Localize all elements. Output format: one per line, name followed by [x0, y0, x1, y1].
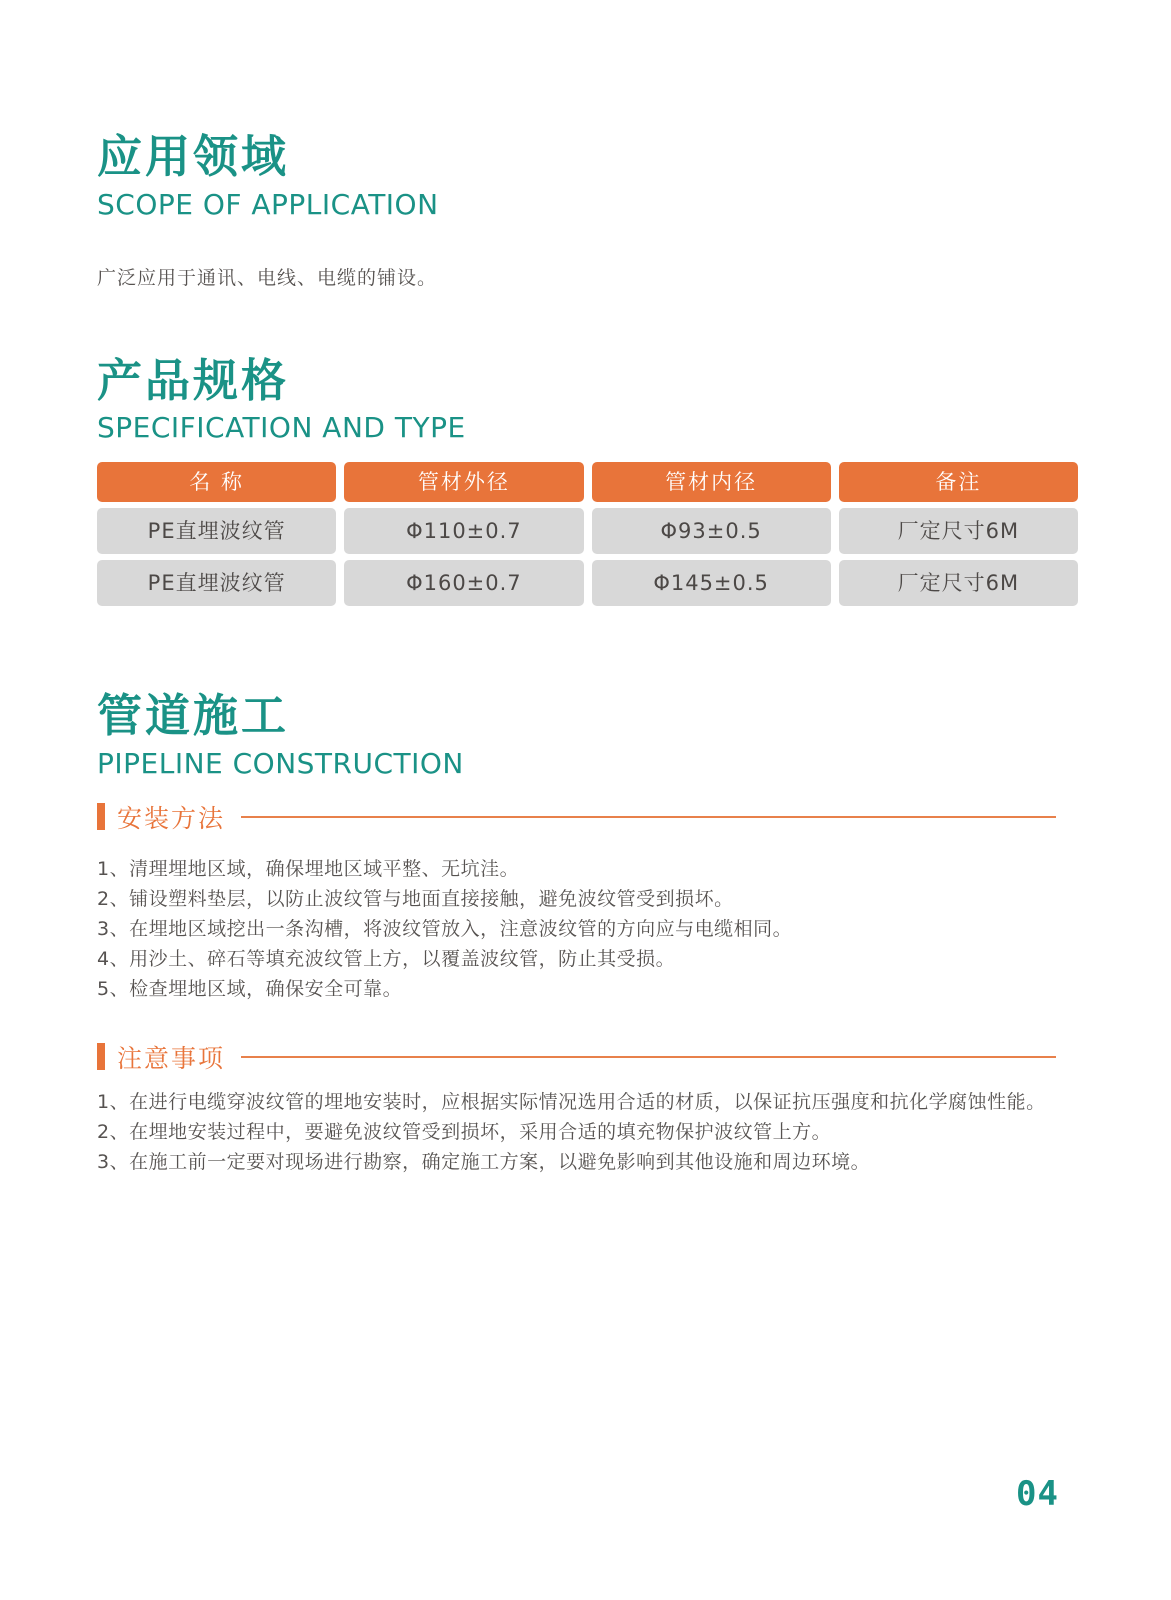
install-step: 4、用沙土、碎石等填充波纹管上方，以覆盖波纹管，防止其受损。 [97, 947, 676, 970]
table-header-name: 名 称 [97, 462, 336, 502]
install-step: 1、清理埋地区域，确保埋地区域平整、无坑洼。 [97, 857, 520, 880]
table-cell-row2-remark: 厂定尺寸6M [839, 560, 1078, 606]
application-title-en: SCOPE OF APPLICATION [97, 187, 439, 221]
application-title-zh: 应用领域 [97, 130, 290, 183]
table-cell-row1-inner: Φ93±0.5 [592, 508, 831, 554]
section-specification [97, 355, 1078, 607]
notice-item: 3、在施工前一定要对现场进行勘察，确定施工方案，以避免影响到其他设施和周边环境。 [97, 1150, 871, 1173]
notice-title: 注意事项 [117, 1043, 226, 1073]
install-method-title: 安装方法 [117, 803, 226, 833]
construction-title-en: PIPELINE CONSTRUCTION [97, 746, 464, 780]
table-cell-row1-name: PE直埋波纹管 [97, 508, 336, 554]
application-body-text: 广泛应用于通讯、电线、电缆的铺设。 [97, 266, 438, 289]
page-number: 04 [1016, 1474, 1059, 1514]
install-method-header [97, 799, 1078, 835]
install-step: 2、铺设塑料垫层，以防止波纹管与地面直接接触，避免波纹管受到损坏。 [97, 887, 734, 910]
specification-table [97, 462, 1078, 606]
table-header-remark: 备注 [839, 462, 1078, 502]
notice-item: 2、在埋地安装过程中，要避免波纹管受到损坏，采用合适的填充物保护波纹管上方。 [97, 1120, 832, 1143]
specification-title-zh: 产品规格 [97, 353, 290, 407]
table-cell-row1-outer: Φ110±0.7 [344, 508, 583, 554]
notice-block [97, 1039, 1078, 1177]
notice-items [97, 1087, 1078, 1177]
orange-bar-icon [97, 1043, 105, 1070]
notice-header [97, 1039, 1078, 1075]
install-step: 5、检查埋地区域，确保安全可靠。 [97, 977, 403, 1000]
specification-title-en: SPECIFICATION AND TYPE [97, 411, 466, 445]
section-application [97, 0, 1078, 290]
table-cell-row1-remark: 厂定尺寸6M [839, 508, 1078, 554]
install-step: 3、在埋地区域挖出一条沟槽，将波纹管放入，注意波纹管的方向应与电缆相同。 [97, 917, 793, 940]
install-method-steps [97, 854, 1078, 1004]
table-cell-row2-outer: Φ160±0.7 [344, 560, 583, 606]
table-cell-row2-name: PE直埋波纹管 [97, 560, 336, 606]
page-content [97, 0, 1078, 1177]
section-construction [97, 690, 1078, 1177]
notice-item: 1、在进行电缆穿波纹管的埋地安装时，应根据实际情况选用合适的材质，以保证抗压强度和抗化学腐蚀性能。 [97, 1090, 1046, 1113]
orange-rule-line [241, 816, 1056, 818]
construction-title-zh: 管道施工 [97, 689, 290, 743]
table-cell-row2-inner: Φ145±0.5 [592, 560, 831, 606]
orange-rule-line [241, 1056, 1056, 1058]
table-header-outer-diameter: 管材外径 [344, 462, 583, 502]
table-header-inner-diameter: 管材内径 [592, 462, 831, 502]
orange-bar-icon [97, 803, 105, 830]
